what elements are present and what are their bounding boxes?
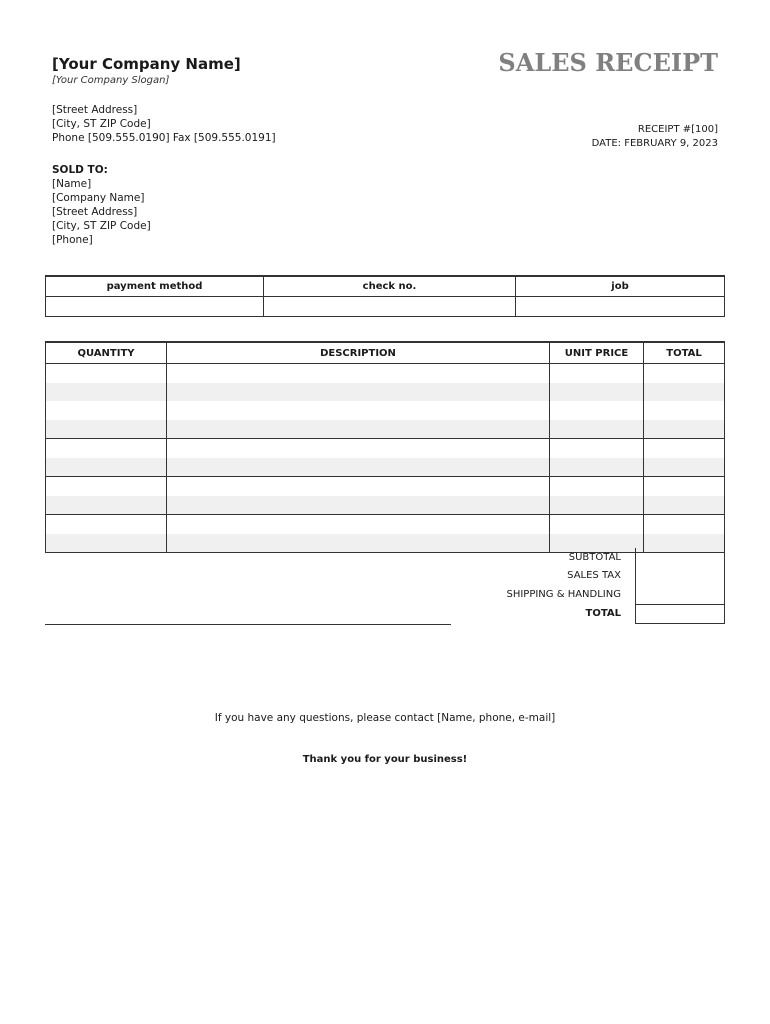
payment-table (45, 275, 725, 317)
check-no-cell[interactable] (264, 297, 516, 317)
receipt-number: RECEIPT #[100] (637, 124, 718, 135)
sold-to-street: [Street Address] (52, 206, 138, 218)
total-label: TOTAL (585, 608, 621, 620)
company-city: [City, ST ZIP Code] (52, 118, 151, 130)
company-slogan: [Your Company Slogan] (52, 75, 170, 86)
payment-method-header: payment method (46, 276, 264, 297)
questions-note: If you have any questions, please contact [Name, phone, e-mail] (214, 712, 556, 724)
description-header: DESCRIPTION (167, 342, 550, 364)
table-row[interactable] (46, 477, 725, 496)
sold-to-company: [Company Name] (52, 192, 145, 204)
subtotal-label: SUBTOTAL (568, 551, 621, 563)
sales-tax-label: SALES TAX (567, 570, 621, 582)
signature-line (45, 624, 451, 625)
sold-to-label: SOLD TO: (52, 164, 108, 176)
subtotal-value[interactable] (636, 548, 725, 567)
payment-method-cell[interactable] (46, 297, 264, 317)
shipping-value[interactable] (636, 585, 725, 604)
receipt-meta (592, 123, 718, 151)
sold-to-city: [City, ST ZIP Code] (52, 220, 151, 232)
receipt-date: DATE: FEBRUARY 9, 2023 (591, 138, 718, 149)
job-header: job (516, 276, 725, 297)
table-row[interactable] (46, 439, 725, 458)
total-header: TOTAL (644, 342, 725, 364)
shipping-label: SHIPPING & HANDLING (506, 589, 621, 600)
table-row[interactable] (46, 383, 725, 402)
sold-to-name: [Name] (52, 178, 92, 190)
sales-tax-value[interactable] (636, 567, 725, 586)
document-title: SALES RECEIPT (498, 48, 718, 77)
table-row[interactable] (46, 364, 725, 383)
summary-table (45, 548, 725, 624)
sold-to-phone: [Phone] (52, 234, 93, 246)
check-no-header: check no. (264, 276, 516, 297)
table-row[interactable] (46, 420, 725, 439)
company-phone-fax: Phone [509.555.0190] Fax [509.555.0191] (52, 132, 276, 144)
job-cell[interactable] (516, 297, 725, 317)
company-address (52, 103, 276, 145)
company-name: [Your Company Name] (52, 55, 241, 73)
items-table (45, 341, 725, 553)
unit-price-header: UNIT PRICE (550, 342, 644, 364)
company-street: [Street Address] (52, 104, 138, 116)
thank-you-note: Thank you for your business! (302, 754, 468, 765)
table-row[interactable] (46, 458, 725, 477)
table-row[interactable] (46, 515, 725, 534)
table-row[interactable] (46, 496, 725, 515)
sold-to-block (52, 163, 151, 247)
table-row[interactable] (46, 401, 725, 420)
total-value[interactable] (636, 604, 725, 624)
quantity-header: QUANTITY (46, 342, 167, 364)
